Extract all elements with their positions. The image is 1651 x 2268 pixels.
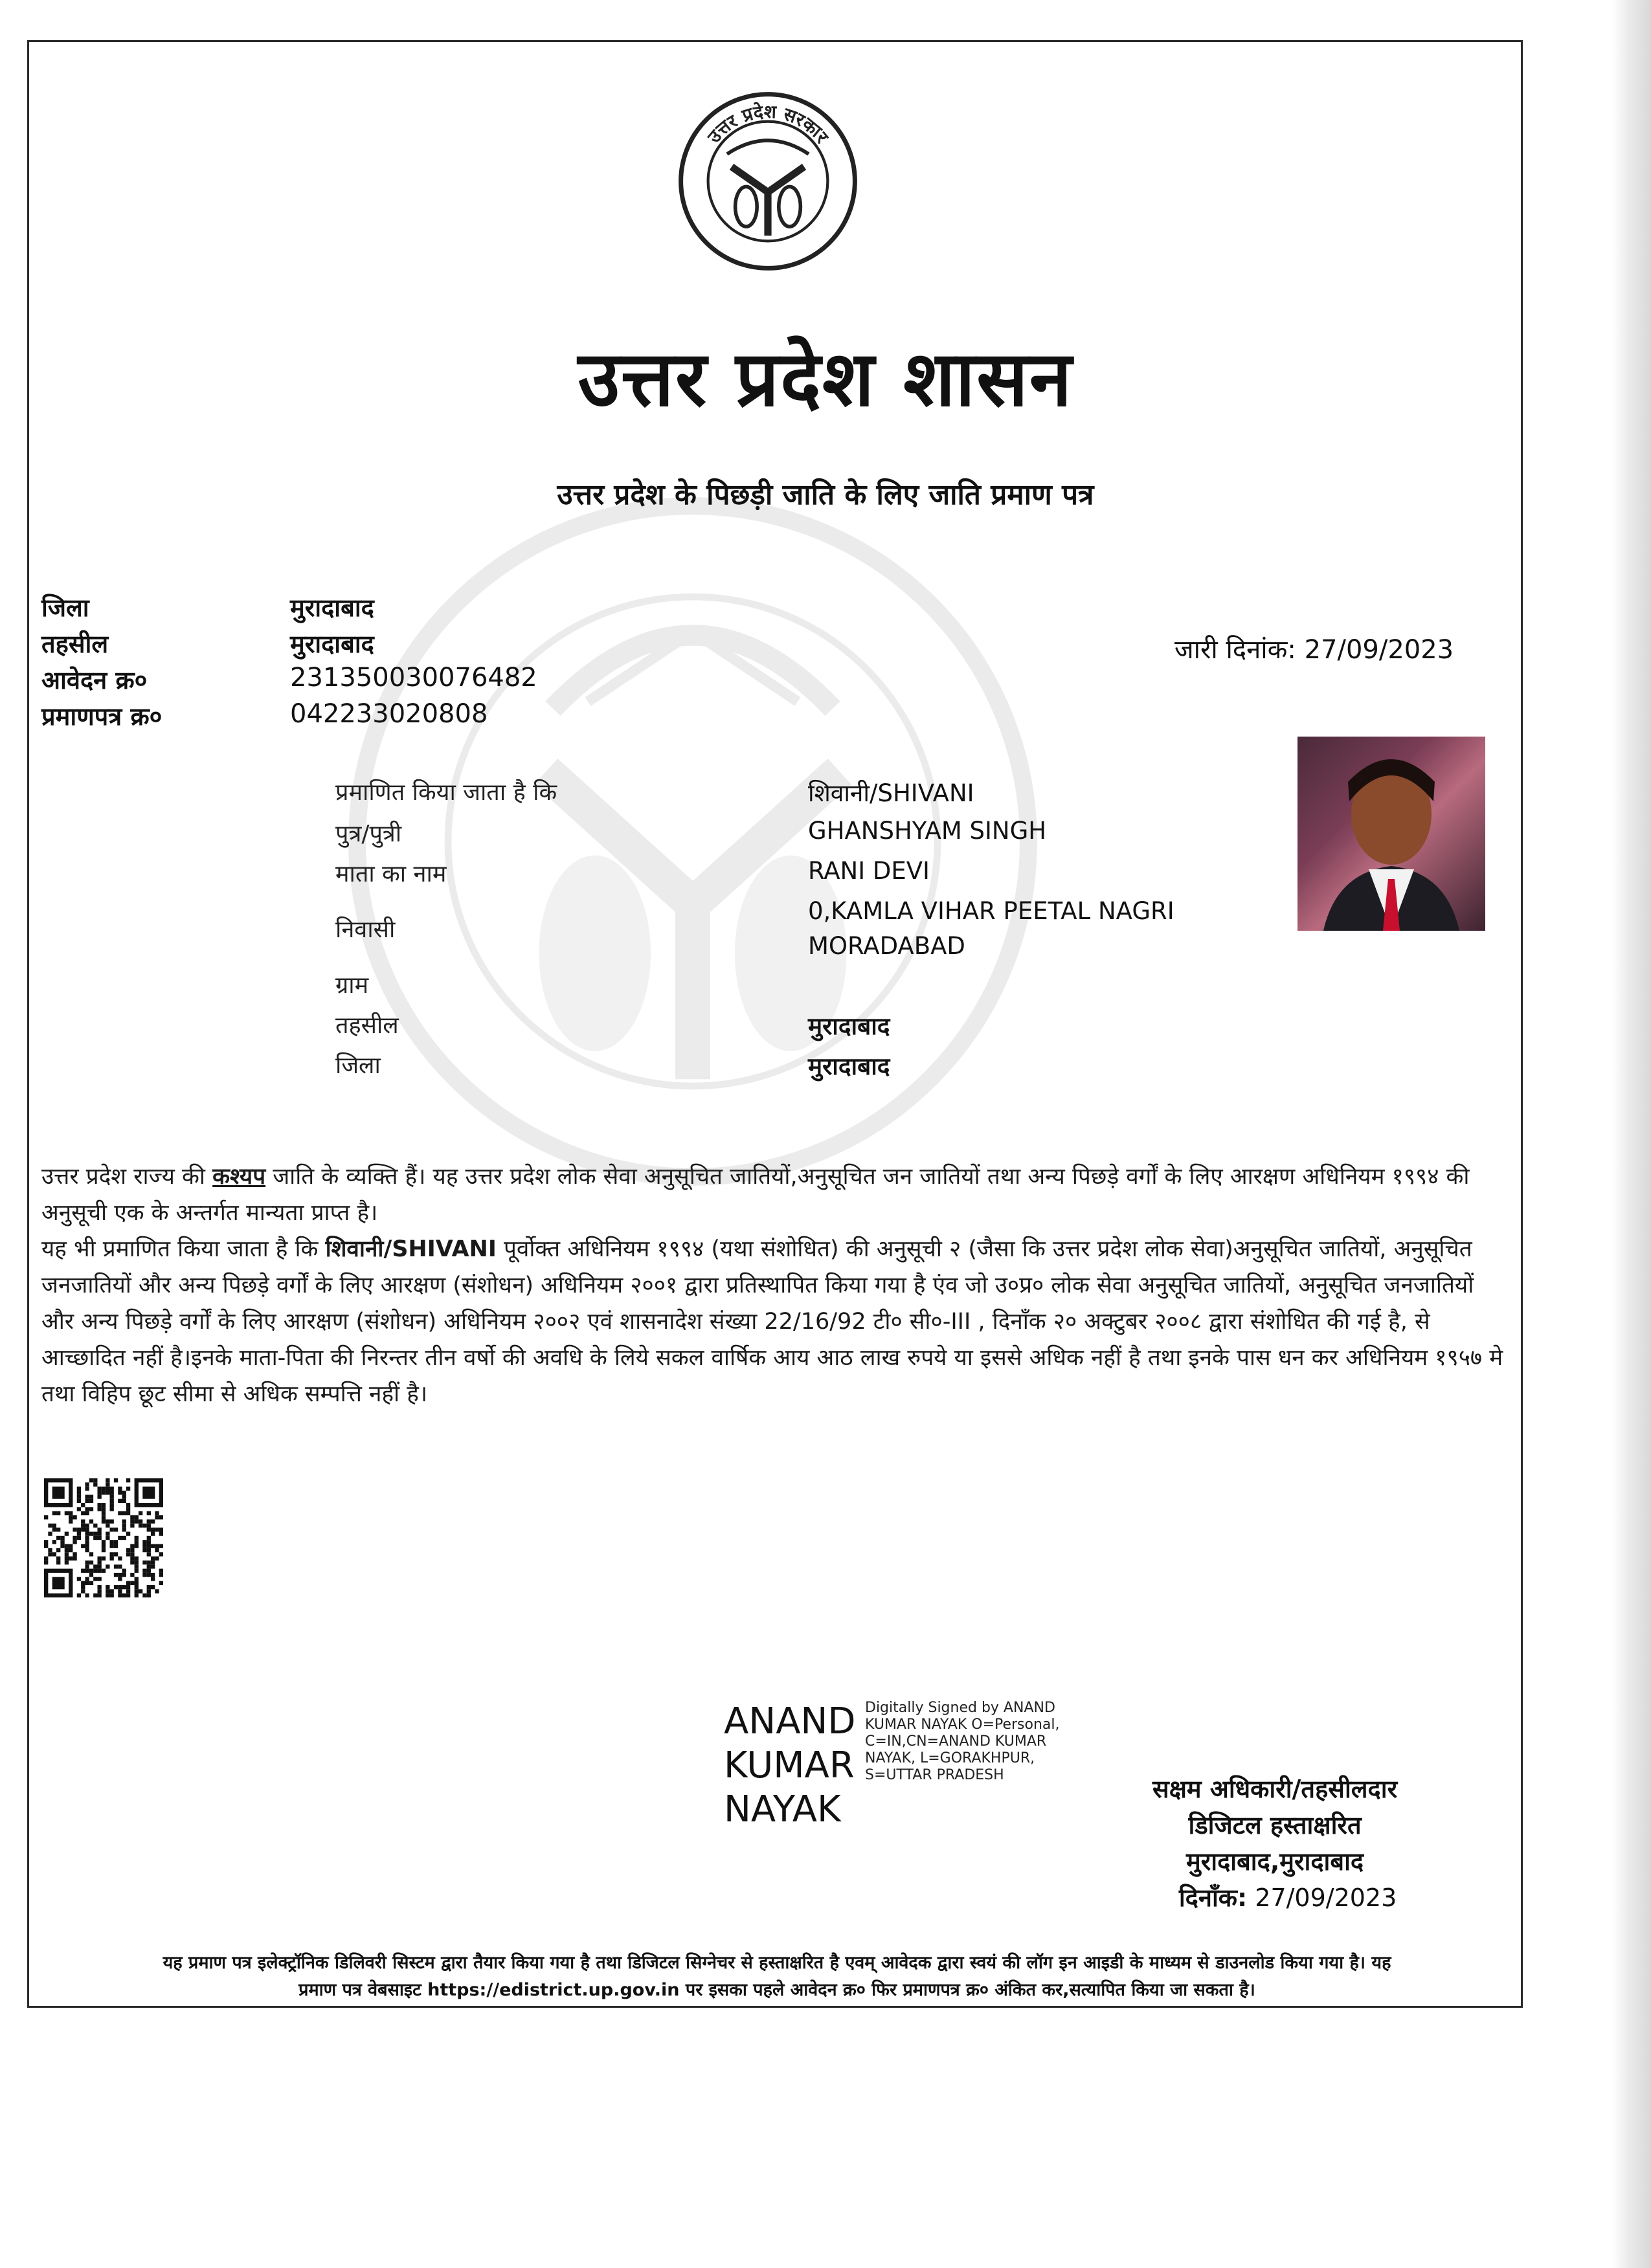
detail-value-tehsil: मुरादाबाद: [808, 1012, 890, 1040]
government-title: उत्तर प्रदेश शासन: [578, 333, 1073, 423]
tehsil-label: तहसील: [41, 630, 109, 658]
issue-date: [1174, 630, 1454, 666]
district-value: मुरादाबाद: [290, 594, 374, 622]
issue-date-value: 27/09/2023: [1304, 635, 1454, 665]
signer-name: [724, 1700, 856, 1832]
signature-detail-line-3: C=IN,CN=ANAND KUMAR: [865, 1733, 1047, 1750]
detail-value-address-city: MORADABAD: [808, 932, 965, 960]
certificate-no-label: प्रमाणपत्र क्र०: [41, 702, 163, 731]
detail-label-village: ग्राम: [335, 972, 369, 999]
detail-label-tehsil: तहसील: [335, 1012, 399, 1039]
officer-location: मुरादाबाद,मुरादाबाद: [1185, 1847, 1364, 1876]
tehsil-value: मुरादाबाद: [290, 630, 374, 658]
signer-name-line-3: NAYAK: [724, 1788, 841, 1830]
signature-detail-line-2: KUMAR NAYAK O=Personal,: [865, 1717, 1060, 1733]
up-government-emblem: [677, 91, 859, 272]
detail-value-address: 0,KAMLA VIHAR PEETAL NAGRI: [808, 897, 1174, 925]
body-paragraph-1: [41, 1159, 1505, 1231]
certificate-body: [41, 1159, 1505, 1412]
detail-label-certified: प्रमाणित किया जाता है कि: [335, 779, 557, 806]
issue-date-label: जारी दिनांक:: [1174, 635, 1296, 665]
applicant-photo: [1297, 737, 1485, 931]
certificate-no-value: 042233020808: [290, 699, 488, 729]
officer-block: [1152, 1771, 1397, 1916]
officer-title: सक्षम अधिकारी/तहसीलदार: [1152, 1775, 1398, 1803]
district-label: जिला: [41, 594, 89, 622]
detail-value-name: शिवानी/SHIVANI: [808, 779, 974, 807]
application-no-value: 231350030076482: [290, 663, 537, 693]
officer-date-value: 27/09/2023: [1255, 1884, 1397, 1912]
body-p2-end: पूर्वोक्त अधिनियम १९९४ (यथा संशोधित) की अनुसूची २ (जैसा कि उत्तर प्रदेश लोक सेवा)अनुसूचित जातियों, अनुसूचित जनजातियों और अन्य पिछड़े वर्गों के लिए आरक्षण (संशोधन) अधिनियम २००१ द्वारा प्रतिस्थापित किया गया है एंव जो उ०प्र० लोक सेवा अनुसूचित जातियों, अनुसूचित जनजातियों और अन्य पिछड़े वर्गों के लिए आरक्षण (संशोधन) अधिनियम २००२ एवं शासनादेश संख्या 22/16/92 टी० सी०-III , दिनाँक २० अक्टुबर २००८ द्वारा संशोधित की गई है, से आच्छादित नहीं है।इनके माता-पिता की निरन्तर तीन वर्षो की अवधि के लिये सकल वार्षिक आय आठ लाख रुपये या इससे अधिक नहीं है तथा इनके पास धन कर अधिनियम १९५७ मे तथा विहिप छूट सीमा से अधिक सम्पत्ति नहीं है।: [41, 1236, 1503, 1407]
officer-date-label: दिनाँक:: [1178, 1884, 1248, 1912]
detail-label-child-of: पुत्र/पुत्री: [335, 821, 402, 847]
signature-detail-line-1: Digitally Signed by ANAND: [865, 1700, 1055, 1716]
application-no-label: आवेदन क्र०: [41, 666, 148, 695]
footer-line-2: प्रमाण पत्र वेबसाइट https://edistrict.up.gov.in पर इसका पहले आवेदन क्र० फिर प्रमाणपत्र क्र० अंकित कर,सत्यापित किया जा सकता है।: [298, 1980, 1255, 2000]
body-p2-name: शिवानी/SHIVANI: [325, 1236, 497, 1262]
qr-code: [44, 1478, 163, 1597]
signature-detail-line-4: NAYAK, L=GORAKHPUR,: [865, 1750, 1035, 1766]
signer-name-line-1: ANAND: [724, 1700, 856, 1742]
detail-label-district: जिला: [335, 1052, 381, 1079]
body-p2-start: यह भी प्रमाणित किया जाता है कि: [41, 1236, 326, 1262]
detail-value-mother: RANI DEVI: [808, 857, 930, 885]
officer-digital-signed: डिजिटल हस्ताक्षरित: [1188, 1811, 1362, 1840]
emblem-text: उत्तर प्रदेश सरकार: [703, 100, 833, 148]
detail-value-district: मुरादाबाद: [808, 1052, 890, 1080]
certificate-title: उत्तर प्रदेश के पिछड़ी जाति के लिए जाति प्रमाण पत्र: [557, 478, 1094, 511]
signer-name-line-2: KUMAR: [724, 1744, 855, 1786]
signature-detail-line-5: S=UTTAR PRADESH: [865, 1767, 1004, 1783]
footer-note: [39, 1950, 1515, 2004]
body-p1-end: जाति के व्यक्ति हैं। यह उत्तर प्रदेश लोक सेवा अनुसूचित जातियों,अनुसूचित जन जातियों तथा अन्य पिछड़े वर्गों के लिए आरक्षण अधिनियम १९९४ की अनुसूची एक के अन्तर्गत मान्यता प्राप्त है।: [41, 1164, 1470, 1226]
detail-label-mother: माता का नाम: [335, 861, 447, 887]
caste-name: कश्यप: [212, 1164, 266, 1190]
detail-value-father: GHANSHYAM SINGH: [808, 817, 1047, 845]
footer-line-1: यह प्रमाण पत्र इलेक्ट्रॉनिक डिलिवरी सिस्टम द्वारा तैयार किया गया है तथा डिजिटल सिग्नेचर से हस्ताक्षरित है एवम् आवेदक द्वारा स्वयं की लॉग इन आइडी के माध्यम से डाउनलोड किया गया है। यह: [163, 1953, 1391, 1973]
body-p1-start: उत्तर प्रदेश राज्य की: [41, 1164, 213, 1190]
digital-signature-details: [865, 1700, 1060, 1784]
applicant-photo-portrait: [1297, 737, 1485, 931]
body-paragraph-2: [41, 1231, 1505, 1412]
detail-label-resident: निवासी: [335, 917, 396, 943]
officer-date: [1152, 1880, 1397, 1916]
